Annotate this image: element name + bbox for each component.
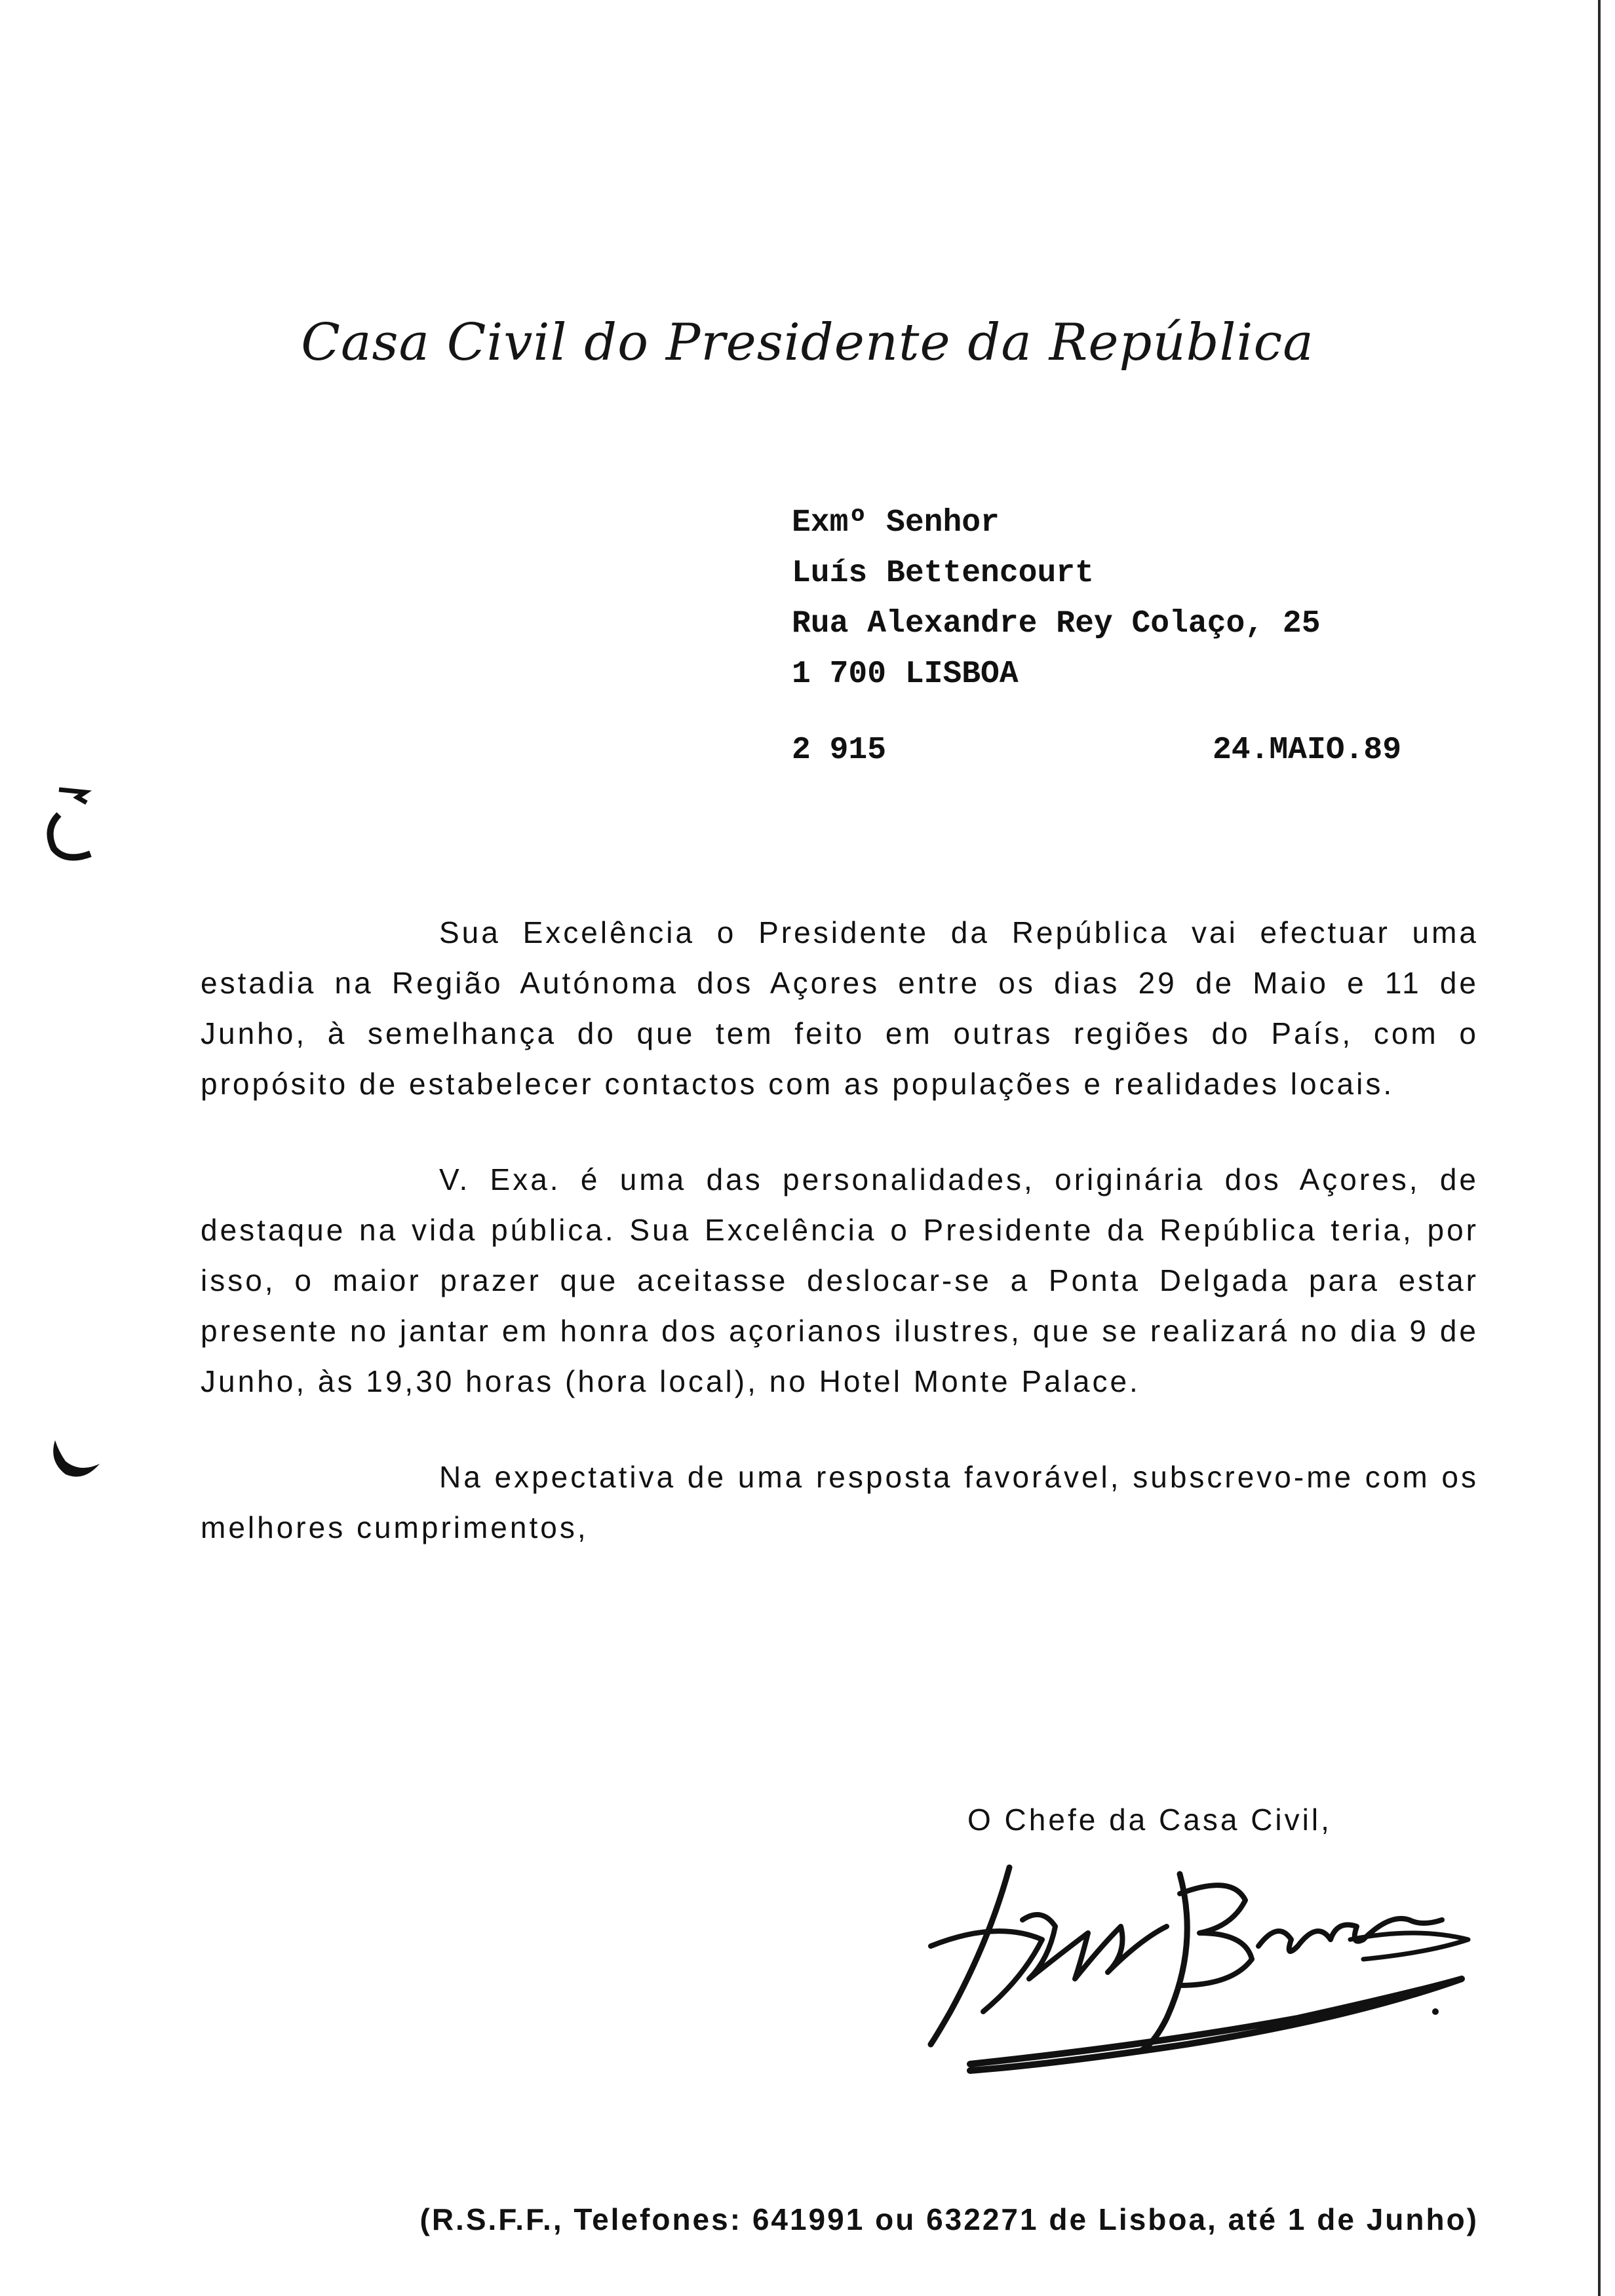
letter-date: 24.MAIO.89 xyxy=(1212,733,1401,768)
recipient-city: 1 700 LISBOA xyxy=(792,657,1019,692)
recipient-salutation: Exmº Senhor xyxy=(792,505,1000,541)
paragraph-3: Na expectativa de uma resposta favorável, subscrevo-me com os melhores cumprimentos, xyxy=(201,1460,1479,1544)
footer-contact: (R.S.F.F., Telefones: 641991 ou 632271 de Lisboa, até 1 de Junho) xyxy=(419,2202,1479,2236)
handwritten-signature xyxy=(891,1848,1481,2084)
recipient-name: Luís Bettencourt xyxy=(792,556,1094,591)
closing-line: O Chefe da Casa Civil, xyxy=(967,1803,1332,1837)
letter-body xyxy=(201,908,1479,1598)
paragraph-1: Sua Excelência o Presidente da República vai efectuar uma estadia na Região Autónoma dos Açores entre os dias 29 de Maio e 11 de Junho, à semelhança do que tem feito em outras regiões do País, com o propósito de estabelecer contactos com as populações e realidades locais. xyxy=(201,915,1479,1101)
paragraph-2: V. Exa. é uma das personalidades, originária dos Açores, de destaque na vida pública. Sua Excelência o Presidente da República teria, por isso, o maior prazer que aceitasse deslocar-se a Ponta Delgada para estar presente no jantar em honra dos açorianos ilustres, que se realizará no dia 9 de Junho, às 19,30 horas (hora local), no Hotel Monte Palace. xyxy=(201,1162,1479,1398)
recipient-address xyxy=(792,498,1513,700)
margin-hole-mark-top xyxy=(39,783,98,868)
letterhead: Casa Civil do Presidente da República xyxy=(301,313,1314,372)
recipient-street: Rua Alexandre Rey Colaço, 25 xyxy=(792,606,1321,641)
margin-hole-mark-bottom xyxy=(46,1435,105,1487)
reference-line xyxy=(792,733,1401,778)
reference-number: 2 915 xyxy=(792,733,887,768)
